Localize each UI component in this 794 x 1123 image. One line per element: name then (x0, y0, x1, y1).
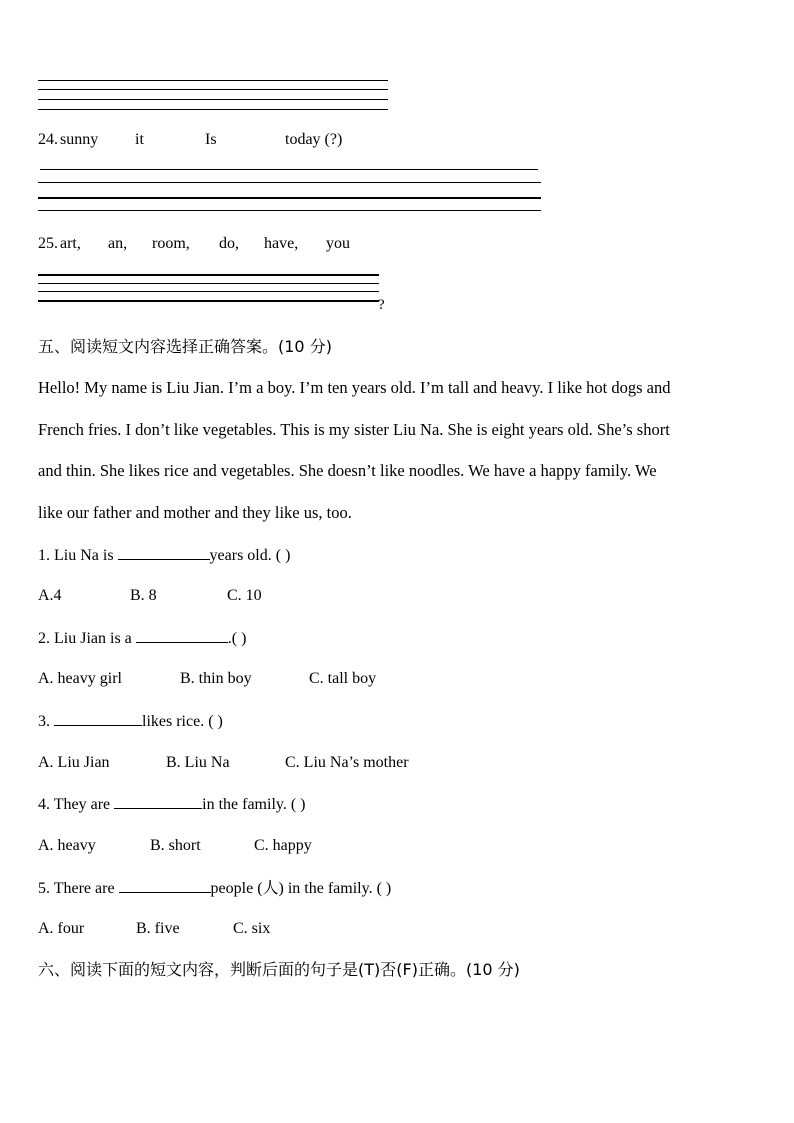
answer-line[interactable] (40, 169, 538, 170)
word: have, (264, 235, 299, 252)
passage-line: French fries. I don’t like vegetables. This is my sister Liu Na. She is eight years old. She’s short (38, 420, 670, 439)
option-a[interactable]: A. heavy girl (38, 670, 122, 687)
question-mark: ? (378, 297, 385, 313)
answer-line[interactable] (38, 99, 388, 100)
option-c[interactable]: C. tall boy (309, 670, 377, 687)
question-text: 1. Liu Na is (38, 547, 118, 564)
question-text: 2. Liu Jian is a (38, 630, 136, 647)
option-c[interactable]: C. 10 (227, 587, 262, 604)
question-text: people (人) in the family. ( ) (210, 880, 392, 897)
question-number: 24. (38, 131, 58, 148)
question-1 (38, 545, 290, 566)
passage-line: Hello! My name is Liu Jian. I’m a boy. I’m ten years old. I’m tall and heavy. I like hot dogs and (38, 378, 671, 397)
question-text: likes rice. ( ) (142, 713, 223, 730)
question-text: years old. ( ) (209, 547, 291, 564)
answer-blank[interactable] (54, 711, 142, 726)
option-a[interactable]: A. four (38, 920, 85, 937)
answer-line[interactable] (38, 300, 379, 302)
question-text: 4. They are (38, 796, 115, 813)
answer-line[interactable] (38, 89, 388, 90)
section-5-heading: 五、阅读短文内容选择正确答案。(10 分) (38, 337, 332, 356)
question-text: .( ) (227, 630, 247, 647)
reading-passage (38, 378, 760, 528)
options-3 (38, 753, 488, 773)
option-a[interactable]: A. heavy (38, 837, 96, 854)
question-5 (38, 878, 391, 899)
question-4 (38, 794, 306, 815)
word: it (135, 131, 144, 148)
option-c[interactable]: C. six (233, 920, 271, 937)
word: today (?) (285, 131, 343, 148)
passage-line: like our father and mother and they like us, too. (38, 503, 352, 522)
options-5 (38, 919, 338, 939)
option-a[interactable]: A.4 (38, 587, 62, 604)
option-a[interactable]: A. Liu Jian (38, 754, 110, 771)
question-text: 5. There are (38, 880, 119, 897)
option-b[interactable]: B. 8 (130, 587, 157, 604)
passage-line: and thin. She likes rice and vegetables. She doesn’t like noodles. We have a happy family. We (38, 461, 657, 480)
question-25 (38, 234, 398, 254)
answer-blank[interactable] (136, 628, 228, 643)
answer-blank[interactable] (118, 545, 210, 560)
word: Is (205, 131, 217, 148)
question-24 (38, 130, 398, 150)
option-b[interactable]: B. five (136, 920, 180, 937)
answer-line[interactable] (38, 210, 541, 211)
answer-line[interactable] (38, 182, 541, 183)
options-1 (38, 586, 338, 606)
option-c[interactable]: C. Liu Na’s mother (285, 754, 409, 771)
options-4 (38, 836, 388, 856)
word: do, (219, 235, 239, 252)
answer-line[interactable] (38, 274, 379, 276)
option-b[interactable]: B. short (150, 837, 201, 854)
answer-line[interactable] (38, 197, 541, 199)
question-number: 25. (38, 235, 58, 252)
word: art, (60, 235, 81, 252)
word: sunny (60, 131, 99, 148)
word: you (326, 235, 350, 252)
word: an, (108, 235, 128, 252)
answer-blank[interactable] (114, 794, 202, 809)
option-b[interactable]: B. thin boy (180, 670, 252, 687)
question-3 (38, 711, 223, 732)
word: room, (152, 235, 190, 252)
question-text: 3. (38, 713, 54, 730)
answer-line[interactable] (38, 283, 379, 284)
options-2 (38, 669, 438, 689)
question-2 (38, 628, 246, 649)
section-6-heading: 六、阅读下面的短文内容，判断后面的句子是(T)否(F)正确。(10 分) (38, 960, 520, 979)
option-b[interactable]: B. Liu Na (166, 754, 230, 771)
answer-line[interactable] (38, 291, 379, 292)
option-c[interactable]: C. happy (254, 837, 312, 854)
answer-blank[interactable] (119, 878, 211, 893)
answer-line[interactable] (38, 80, 388, 81)
answer-line[interactable] (38, 109, 388, 110)
question-text: in the family. ( ) (202, 796, 306, 813)
